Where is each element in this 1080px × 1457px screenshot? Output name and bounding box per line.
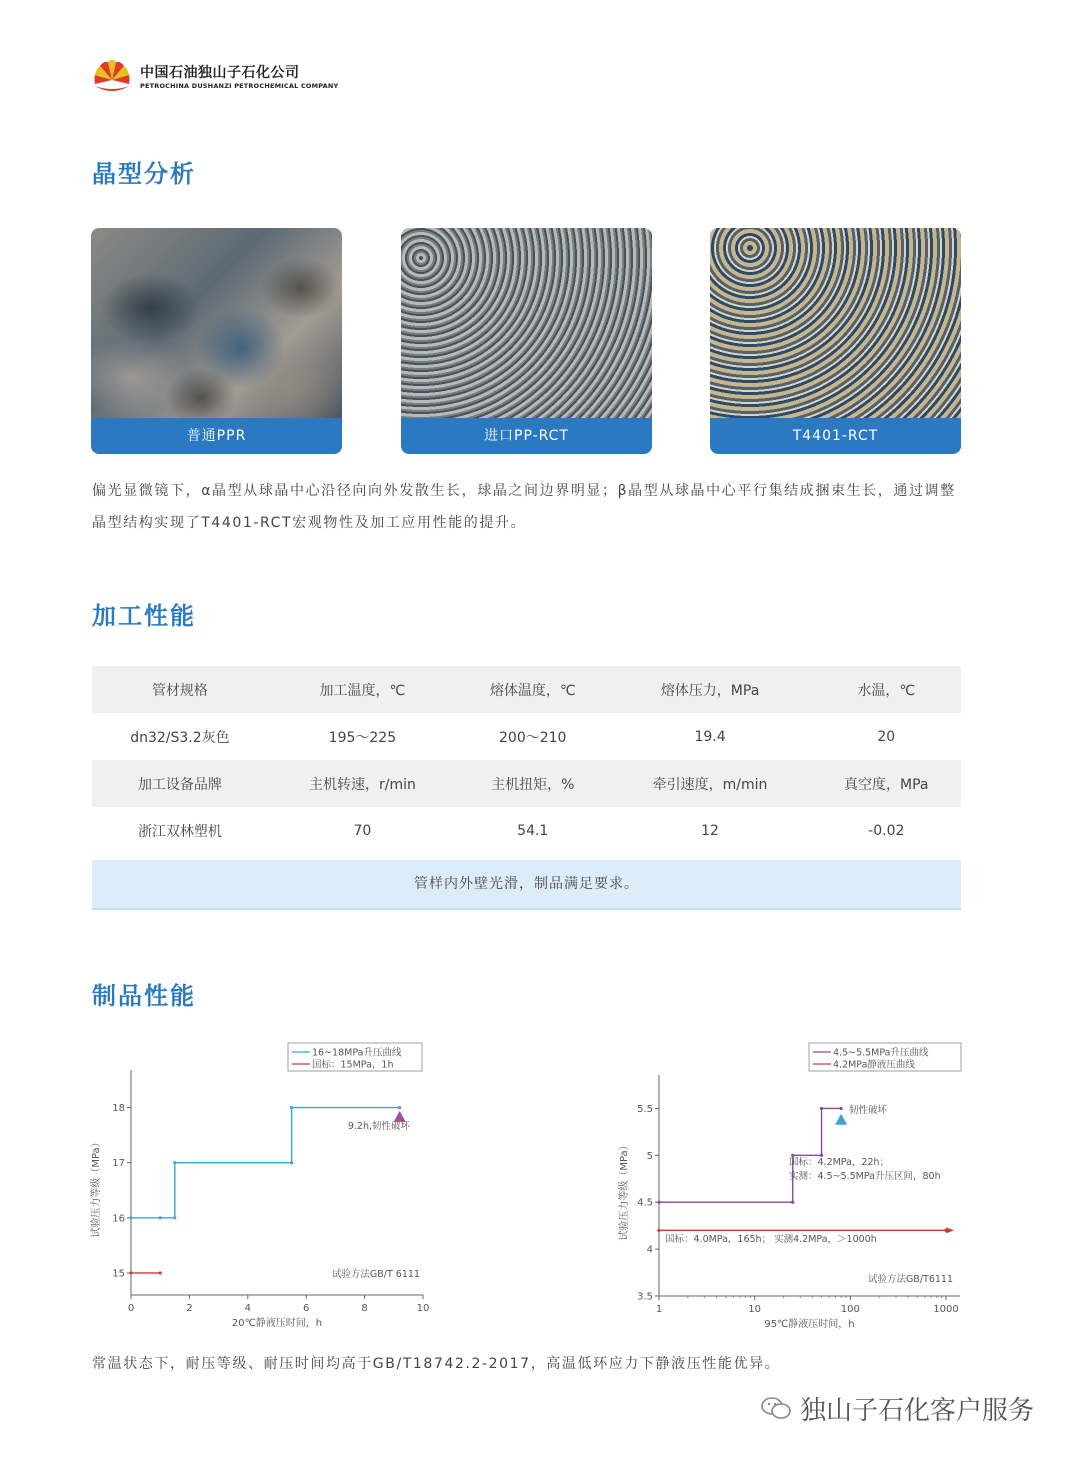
table-cell: 加工温度，℃ [268, 666, 457, 713]
micrograph-image [401, 228, 652, 418]
photo-caption: T4401-RCT [710, 418, 961, 454]
processing-note: 管样内外壁光滑，制品满足要求。 [92, 860, 961, 910]
x-tick-label: 10 [416, 1303, 430, 1314]
data-point [129, 1271, 132, 1274]
chart-annotation: 试验方法GB/T 6111 [331, 1269, 420, 1280]
chart-annotation: 国标：4.2MPa，22h； [789, 1157, 890, 1168]
table-row [92, 713, 961, 760]
table-cell: 牵引速度，m/min [609, 760, 812, 807]
crystal-description-line2: 晶型结构实现了T4401-RCT宏观物性及加工应用性能的提升。 [92, 515, 527, 531]
legend-label: 国标：15MPa，1h [312, 1059, 394, 1071]
y-tick-label: 5.5 [637, 1103, 653, 1115]
data-point [173, 1161, 176, 1164]
legend-label: 4.2MPa静液压曲线 [833, 1059, 915, 1071]
table-row [92, 807, 961, 854]
company-name-cn: 中国石油独山子石化公司 [140, 65, 300, 81]
chart-annotation: 实测：4.5~5.5MPa升压区间，80h [789, 1171, 941, 1182]
product-summary: 常温状态下，耐压等级、耐压时间均高于GB/T18742.2-2017，高温低环应力下静液压性能优异。 [92, 1356, 781, 1372]
micrograph-image [91, 228, 342, 418]
crystal-description-line1: 偏光显微镜下，α晶型从球晶中心沿径向向外发散生长，球晶之间边界明显；β晶型从球晶中心平行集结成捆束生长，通过调整 [92, 483, 956, 499]
table-cell: dn32/S3.2灰色 [130, 729, 230, 746]
y-axis-label: 试验压力等级（MPa） [91, 1137, 102, 1238]
table-cell: 70 [353, 822, 372, 839]
photo-card-t4401-rct [710, 228, 961, 454]
data-point [820, 1107, 823, 1110]
x-tick-label: 6 [303, 1303, 310, 1314]
photo-caption: 进口PP-RCT [401, 418, 652, 454]
data-point [159, 1216, 162, 1219]
data-point [159, 1271, 162, 1274]
arrow-head [946, 1227, 954, 1233]
failure-marker [835, 1114, 847, 1125]
y-tick-label: 16 [112, 1213, 125, 1225]
processing-table [92, 666, 961, 854]
table-cell: -0.02 [868, 822, 905, 839]
y-tick-label: 17 [112, 1158, 125, 1170]
table-cell: 主机转速，r/min [268, 760, 457, 807]
table-cell: 熔体压力，MPa [609, 666, 812, 713]
y-tick-label: 4.5 [637, 1197, 653, 1209]
table-row [92, 760, 961, 807]
wechat-icon [760, 1396, 792, 1420]
x-tick-label: 4 [244, 1303, 251, 1314]
photo-caption: 普通PPR [91, 418, 342, 454]
table-cell: 54.1 [517, 822, 549, 839]
y-tick-label: 4 [646, 1244, 653, 1256]
crystal-description [92, 475, 972, 539]
table-cell: 19.4 [694, 728, 726, 745]
table-cell: 12 [701, 822, 719, 839]
table-cell: 195～225 [328, 729, 397, 746]
table-cell: 200～210 [499, 729, 567, 746]
x-tick-label: 2 [186, 1303, 193, 1314]
data-point [839, 1107, 842, 1110]
data-point [657, 1229, 660, 1232]
x-tick-label: 100 [840, 1304, 860, 1315]
section-title-product: 制品性能 [92, 982, 196, 1010]
x-tick-label: 10 [748, 1304, 762, 1315]
data-point [173, 1216, 176, 1219]
section-title-crystal: 晶型分析 [92, 160, 196, 188]
legend-label: 16~18MPa升压曲线 [312, 1047, 402, 1059]
photo-card-import-pp-rct [401, 228, 652, 454]
chart-annotation: 韧性破坏 [849, 1105, 888, 1116]
table-cell: 20 [877, 728, 896, 745]
data-point [657, 1201, 660, 1204]
x-axis-label: 95℃静液压时间，h [764, 1319, 855, 1330]
pressure-chart-20c [80, 1035, 460, 1335]
section-title-processing: 加工性能 [92, 602, 196, 630]
micrograph-image [710, 228, 961, 418]
pressure-chart-95c [605, 1035, 985, 1335]
legend-label: 4.5~5.5MPa升压曲线 [833, 1047, 929, 1059]
company-logo [92, 58, 132, 98]
y-tick-label: 15 [112, 1268, 125, 1280]
data-point [290, 1161, 293, 1164]
series-line [659, 1108, 841, 1202]
x-tick-label: 1 [655, 1304, 663, 1315]
data-point [129, 1216, 132, 1219]
table-row [92, 666, 961, 713]
data-point [290, 1106, 293, 1109]
y-tick-label: 18 [112, 1103, 125, 1115]
y-axis-label: 试验压力等级（MPa） [619, 1140, 630, 1241]
photo-card-ppr [91, 228, 342, 454]
table-cell: 浙江双林塑机 [137, 823, 222, 840]
y-tick-label: 5 [646, 1150, 653, 1162]
table-cell: 水温，℃ [812, 666, 961, 713]
x-tick-label: 8 [361, 1303, 368, 1314]
table-cell: 真空度，MPa [812, 760, 961, 807]
watermark-text: 独山子石化客户服务 [800, 1396, 1035, 1426]
chart-annotation: 国标：4.0MPa，165h； 实测4.2MPa，＞1000h [665, 1234, 877, 1245]
data-point [791, 1201, 794, 1204]
chart-annotation: 试验方法GB/T6111 [867, 1274, 953, 1285]
data-point [398, 1106, 401, 1109]
x-tick-label: 1000 [933, 1304, 959, 1315]
chart-annotation: 9.2h,韧性破坏 [347, 1121, 410, 1132]
x-axis-label: 20℃静液压时间，h [231, 1318, 323, 1329]
company-name-en: PETROCHINA DUSHANZI PETROCHEMICAL COMPANY [140, 82, 339, 90]
table-cell: 加工设备品牌 [92, 760, 268, 807]
table-cell: 主机扭矩，% [457, 760, 609, 807]
y-tick-label: 3.5 [637, 1291, 653, 1303]
table-cell: 熔体温度，℃ [457, 666, 609, 713]
table-cell: 管材规格 [92, 666, 268, 713]
x-tick-label: 0 [127, 1303, 135, 1314]
